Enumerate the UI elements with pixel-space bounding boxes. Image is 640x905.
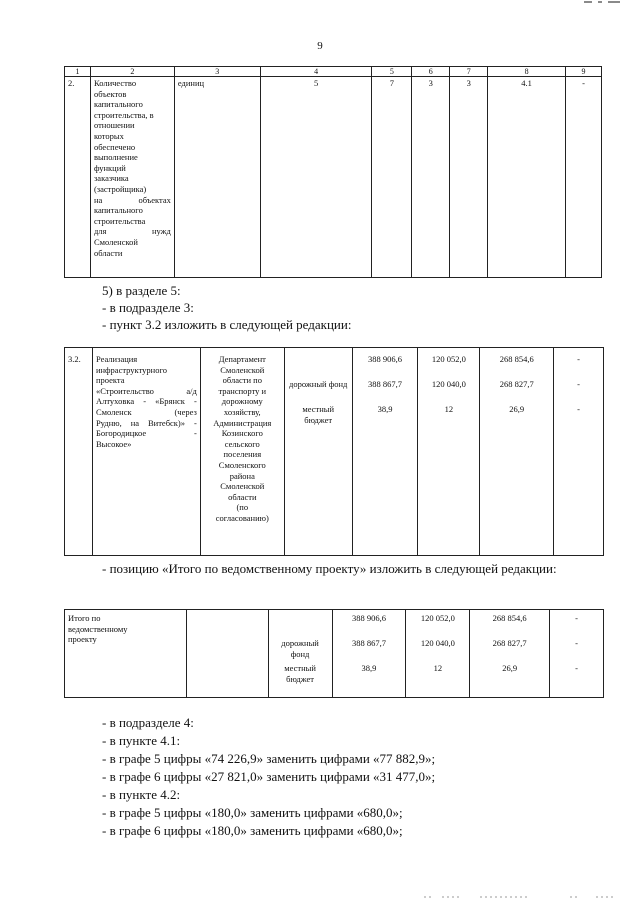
col-header: 3 (174, 67, 260, 77)
value-cell: - (566, 77, 602, 278)
table-project-row (64, 347, 604, 556)
text-line: области (93, 247, 123, 258)
value-cell: 3 (412, 77, 450, 278)
amount: 388 867,7 (368, 379, 403, 389)
text-line: заказчика (93, 173, 129, 184)
text-line: строительства, в (93, 109, 154, 120)
page-number: 9 (317, 40, 323, 52)
funding-source (272, 613, 329, 638)
text-line: которых (93, 130, 124, 141)
text-line: Алтуховка - «Брянск - (95, 396, 197, 407)
col-header: 1 (65, 67, 91, 77)
text-line: функций (93, 162, 126, 173)
text-line: 5) в разделе 5: (102, 283, 181, 298)
table-row (65, 348, 604, 556)
amount: 120 052,0 (420, 613, 455, 623)
funding-source (288, 354, 349, 379)
amount: 12 (444, 404, 454, 414)
text-line: проекта (95, 375, 125, 386)
scan-artifact-mark (582, 0, 622, 4)
table-indicators (64, 66, 602, 278)
text-line: - в пункте 4.1: (102, 733, 181, 748)
text-line: капитального (93, 99, 143, 110)
text-line: транспорту и (218, 385, 267, 396)
col-header: 9 (566, 67, 602, 77)
empty-cell (186, 610, 268, 698)
text-line: хозяйству, (223, 406, 261, 417)
year2-cell (470, 610, 550, 698)
amount: 26,9 (509, 404, 525, 414)
year2-cell (480, 348, 554, 556)
text-line: Рудню, на Витебск)» - (95, 417, 197, 428)
col-header: 8 (488, 67, 566, 77)
text-line: инфраструктурного (95, 364, 168, 375)
text-line: (по (236, 502, 249, 513)
text-line: объектов (93, 88, 127, 99)
text-line: согласованию) (215, 512, 269, 523)
col-header: 6 (412, 67, 450, 77)
text-line: строительства (93, 215, 146, 226)
year1-cell (406, 610, 470, 698)
text-line: поселения (223, 449, 262, 460)
value-cell: 4.1 (488, 77, 566, 278)
text-line: Смоленск (через (95, 406, 197, 417)
amount: - (575, 613, 578, 623)
year1-cell (418, 348, 480, 556)
year3-cell (554, 348, 604, 556)
text-line: ведомственному (68, 623, 128, 634)
value-cell: 7 (372, 77, 412, 278)
text-line: области по (222, 375, 262, 386)
text-line: - в подразделе 3: (102, 300, 194, 315)
text-line: - в подразделе 4: (102, 715, 194, 730)
text-line: - в пункте 4.2: (102, 787, 181, 802)
amount: - (575, 638, 578, 648)
text-line: Смоленской (220, 481, 265, 492)
value-cell: 5 (260, 77, 372, 278)
text-line: для нужд (93, 226, 171, 237)
unit-cell: единиц (174, 77, 260, 278)
text-line: дорожному (221, 396, 263, 407)
text-line: (застройщика) (93, 183, 147, 194)
table-row (65, 77, 602, 278)
text-line: Смоленского (218, 459, 266, 470)
table-header-row (65, 67, 602, 77)
text-line: обеспечено (93, 141, 136, 152)
amount: - (577, 379, 580, 389)
total-cell (332, 610, 406, 698)
amount: 388 906,6 (368, 354, 403, 364)
text-line: сельского (224, 438, 260, 449)
amount: 12 (433, 663, 443, 673)
amount: 38,9 (377, 404, 393, 414)
col-header: 7 (450, 67, 488, 77)
text-line: Смоленской (220, 364, 265, 375)
project-name (92, 348, 200, 556)
funding-source-cell (268, 610, 332, 698)
executor-cell (200, 348, 284, 556)
text-line: проекту (68, 634, 97, 645)
text-line: Администрация (213, 417, 272, 428)
funding-source: дорожный фонд (281, 638, 319, 659)
amount: 268 854,6 (492, 613, 527, 623)
text-line: Количество (93, 78, 137, 88)
text-line: - в графе 6 цифры «27 821,0» заменить цифрами «31 477,0»; (102, 769, 436, 784)
funding-source: дорожный фонд (289, 379, 348, 389)
text-line: капитального (93, 205, 143, 216)
text-line: Итого по (68, 613, 101, 623)
amount: 120 040,0 (431, 379, 466, 389)
text-line: Козинского (221, 428, 263, 439)
amount: 388 906,6 (351, 613, 386, 623)
paragraph: - позицию «Итого по ведомственному проекту» изложить в следующей редакции: (102, 561, 557, 576)
text-line: отношении (93, 120, 135, 131)
funding-source-cell (284, 348, 352, 556)
text-line: - в графе 6 цифры «180,0» заменить цифрами «680,0»; (102, 823, 403, 838)
text-line: - пункт 3.2 изложить в следующей редакции: (102, 317, 352, 332)
text-line: Богородицкое - (95, 428, 197, 439)
text-line: на объектах (93, 194, 171, 205)
text-line: - в графе 5 цифры «180,0» заменить цифрами «680,0»; (102, 805, 403, 820)
text-line: области (228, 491, 257, 502)
row-number: 2. (65, 77, 91, 278)
text-line: Реализация (95, 354, 138, 364)
col-header: 5 (372, 67, 412, 77)
text-line: - в графе 5 цифры «74 226,9» заменить цифрами «77 882,9»; (102, 751, 436, 766)
table-total (64, 609, 604, 698)
amount: - (575, 663, 578, 673)
funding-source: местный бюджет (302, 404, 335, 425)
text-line: Департамент (218, 354, 266, 364)
total-label (65, 610, 187, 698)
indicator-name (90, 77, 174, 278)
amount: 388 867,7 (351, 638, 386, 648)
col-header: 4 (260, 67, 372, 77)
funding-source: местный бюджет (284, 663, 316, 684)
text-line: района (229, 470, 255, 481)
text-line: «Строительство а/д (95, 385, 197, 396)
amount: 38,9 (361, 663, 377, 673)
amount: 26,9 (502, 663, 518, 673)
amount: - (577, 404, 580, 414)
text-line: выполнение (93, 152, 138, 163)
amount: 120 052,0 (431, 354, 466, 364)
table-row (65, 610, 604, 698)
total-cell (352, 348, 418, 556)
amount: 120 040,0 (420, 638, 455, 648)
text-line: Высокое» (95, 438, 132, 449)
year3-cell (550, 610, 604, 698)
value-cell: 3 (450, 77, 488, 278)
scan-artifact-mark (420, 893, 620, 901)
text-line: Смоленской (93, 236, 138, 247)
row-number: 3.2. (65, 348, 93, 556)
amount: - (577, 354, 580, 364)
col-header: 2 (90, 67, 174, 77)
amount: 268 827,7 (499, 379, 534, 389)
amount: 268 854,6 (499, 354, 534, 364)
amount: 268 827,7 (492, 638, 527, 648)
